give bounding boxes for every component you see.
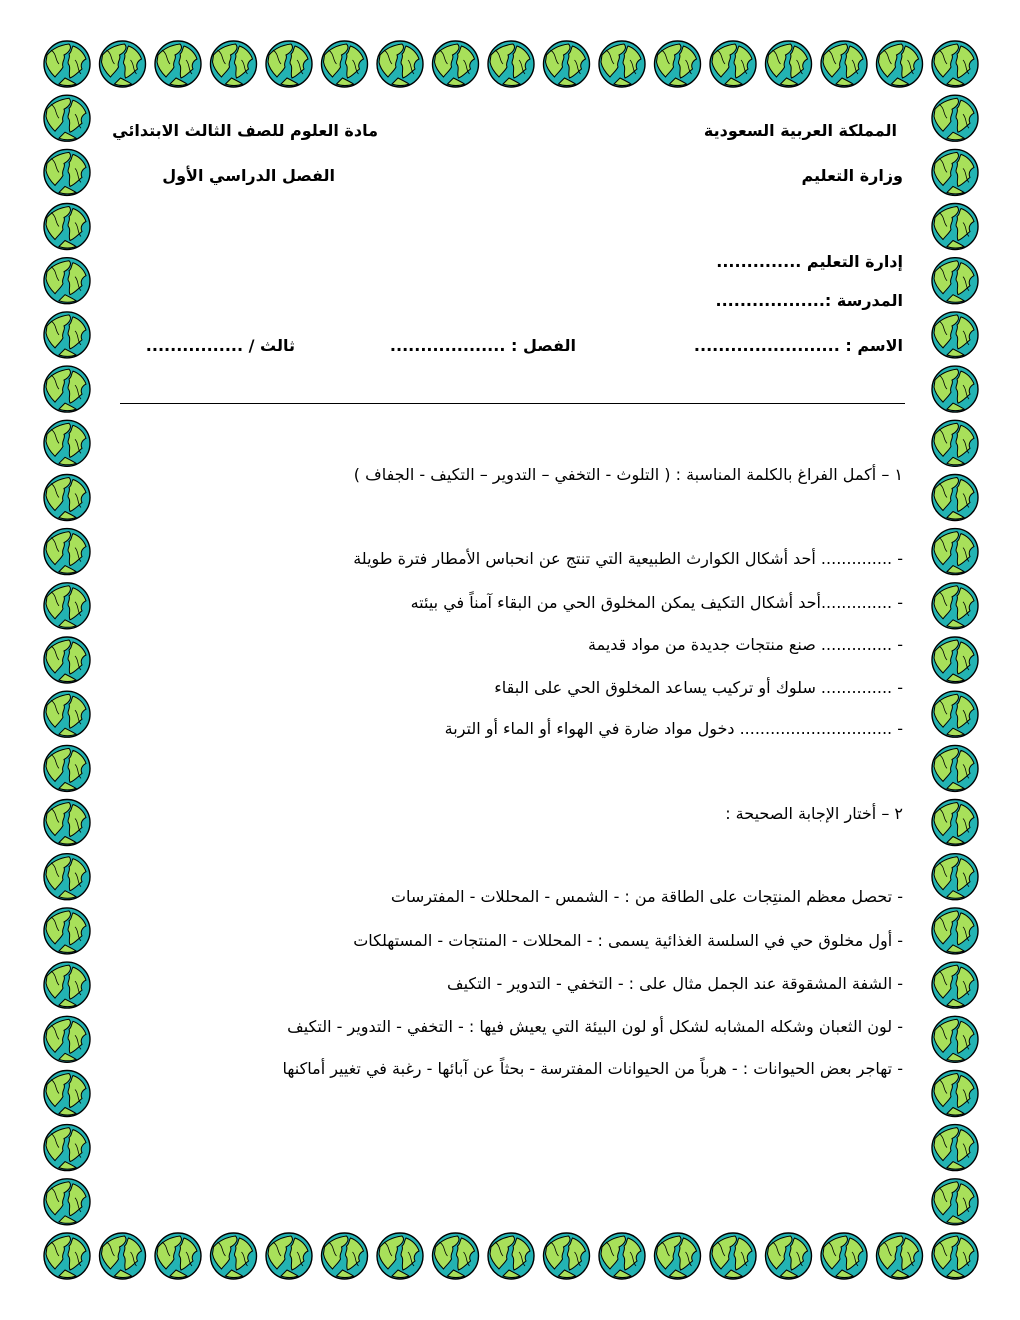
globe-icon: [877, 41, 923, 87]
globe-icon: [322, 41, 368, 87]
globe-icon: [932, 637, 978, 683]
globe-icon: [44, 1016, 90, 1062]
globe-icon: [44, 204, 90, 250]
globe-icon: [44, 908, 90, 954]
globe-icon: [377, 1233, 423, 1279]
globe-icon: [322, 1233, 368, 1279]
globe-icon: [932, 745, 978, 791]
globe-icon: [44, 583, 90, 629]
globe-icon: [932, 1179, 978, 1225]
globe-icon: [655, 41, 701, 87]
globe-icon: [44, 1071, 90, 1117]
globe-icon: [211, 1233, 257, 1279]
fill-blank-item: - .............. صنع منتجات جديدة من مواد قديمة: [587, 635, 903, 654]
choice-item: - الشفة المشقوقة عند الجمل مثال على : - التخفي - التدوير - التكيف: [447, 974, 903, 993]
globe-icon: [100, 41, 146, 87]
globe-icon: [44, 745, 90, 791]
globe-icon: [932, 420, 978, 466]
globe-icon: [44, 529, 90, 575]
globe-icon: [155, 1233, 201, 1279]
globe-icon: [377, 41, 423, 87]
globe-icon: [932, 1233, 978, 1279]
globe-icon: [44, 420, 90, 466]
subject-title: مادة العلوم للصف الثالث الابتدائي: [112, 121, 378, 140]
school-field: المدرسة :..................: [715, 291, 903, 310]
admin-field: إدارة التعليم ..............: [716, 252, 903, 271]
globe-icon: [44, 312, 90, 358]
globe-icon: [932, 1125, 978, 1171]
globe-icon: [44, 854, 90, 900]
globe-icon: [266, 41, 312, 87]
globe-icon: [44, 1233, 90, 1279]
globe-icon: [932, 95, 978, 141]
globe-icon: [932, 583, 978, 629]
fill-blank-item: - ..............أحد أشكال التكيف يمكن المخلوق الحي من البقاء آمناً في بيئته: [410, 593, 903, 612]
globe-icon: [44, 475, 90, 521]
ministry-name: وزارة التعليم: [801, 166, 903, 185]
choice-item: - لون الثعبان وشكله المشابه لشكل أو لون البيئة التي يعيش فيها : - التخفي - التدوير - التكيف: [287, 1017, 903, 1036]
globe-icon: [44, 691, 90, 737]
globe-icon: [44, 962, 90, 1008]
country-name: المملكة العربية السعودية: [703, 121, 897, 140]
globe-icon: [932, 529, 978, 575]
globe-icon: [544, 41, 590, 87]
globe-icon: [932, 1016, 978, 1062]
choice-item: - تحصل معظم المنتِجات على الطاقة من : - الشمس - المحللات - المفترسات: [390, 887, 903, 906]
globe-icon: [44, 1179, 90, 1225]
globe-icon: [599, 41, 645, 87]
fill-blank-item: - .............. سلوك أو تركيب يساعد المخلوق الحي على البقاء: [494, 678, 903, 697]
globe-icon: [932, 475, 978, 521]
globe-icon: [932, 366, 978, 412]
choice-item: - أول مخلوق حي في السلسة الغذائية يسمى : - المحللات - المنتجات - المستهلكات: [353, 931, 903, 950]
name-field: الاسم : ........................: [693, 336, 903, 355]
globe-icon: [932, 1071, 978, 1117]
globe-icon: [932, 149, 978, 195]
globe-icon: [44, 366, 90, 412]
globe-icon: [877, 1233, 923, 1279]
globe-icon: [932, 908, 978, 954]
grade-field: ثالث / ................: [145, 336, 295, 355]
globe-icon: [544, 1233, 590, 1279]
globe-icon: [932, 800, 978, 846]
globe-icon: [655, 1233, 701, 1279]
globe-icon: [266, 1233, 312, 1279]
globe-icon: [44, 95, 90, 141]
globe-icon: [821, 41, 867, 87]
globe-icon: [821, 1233, 867, 1279]
globe-icon: [44, 258, 90, 304]
globe-icon: [44, 41, 90, 87]
section1-title: ١ – أكمل الفراغ بالكلمة المناسبة : ( التلوث - التخفي – التدوير – التكيف - الجفاف ): [353, 465, 903, 484]
globe-icon: [932, 258, 978, 304]
globe-icon: [766, 1233, 812, 1279]
header-divider: [120, 403, 905, 404]
globe-icon: [155, 41, 201, 87]
choice-item: - تهاجر بعض الحيوانات : - هرباً من الحيوانات المفترسة - بحثاً عن آبائها - رغبة في تغيير أماكنها: [282, 1059, 903, 1078]
fill-blank-item: - .............. أحد أشكال الكوارث الطبيعية التي تنتج عن انحباس الأمطار فترة طويلة: [353, 549, 903, 568]
fill-blank-item: - .............................. دخول مواد ضارة في الهواء أو الماء أو التربة: [444, 719, 903, 738]
globe-icon: [932, 691, 978, 737]
globe-icon: [932, 854, 978, 900]
globe-icon: [488, 41, 534, 87]
globe-icon: [100, 1233, 146, 1279]
class-field: الفصل : ...................: [389, 336, 576, 355]
globe-icon: [44, 1125, 90, 1171]
term-title: الفصل الدراسي الأول: [162, 166, 335, 185]
section2-title: ٢ – أختار الإجابة الصحيحة :: [725, 804, 903, 823]
globe-icon: [44, 637, 90, 683]
globe-icon: [44, 800, 90, 846]
globe-icon: [766, 41, 812, 87]
globe-icon: [433, 1233, 479, 1279]
globe-icon: [710, 41, 756, 87]
globe-icon: [932, 204, 978, 250]
globe-icon: [599, 1233, 645, 1279]
globe-icon: [710, 1233, 756, 1279]
globe-icon: [932, 962, 978, 1008]
globe-icon: [433, 41, 479, 87]
globe-icon: [211, 41, 257, 87]
globe-icon: [44, 149, 90, 195]
globe-icon: [932, 312, 978, 358]
globe-icon: [932, 41, 978, 87]
globe-icon: [488, 1233, 534, 1279]
